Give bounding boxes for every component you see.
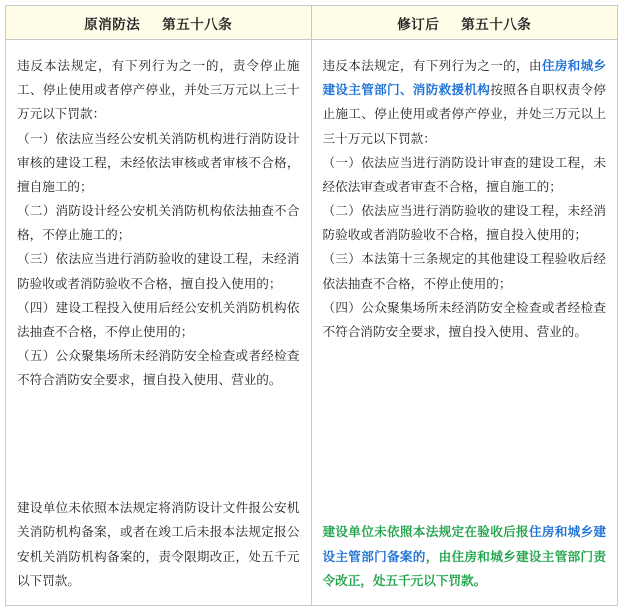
original-paragraphs: [17, 54, 300, 392]
header-revised-label: 修订后: [397, 16, 440, 32]
highlighted-text: 建设单位未依照本法规定在验收后报: [322, 525, 529, 540]
plain-text: （三）本法第十三条规定的其他建设工程验收后经依法抽查不合格，不停止使用的；: [322, 252, 606, 291]
highlighted-text: 住房和城乡建设主管部门、消防救援机构: [322, 59, 607, 98]
original-footer-paragraph: [17, 496, 300, 593]
highlighted-text: 住房和城乡建设主管部门备案的: [322, 525, 607, 564]
header-cell-original: [6, 6, 312, 40]
paragraph: （五）公众聚集场所未经消防安全检查或者经检查不符合消防安全要求，擅自投入使用、营业的。: [17, 349, 300, 388]
revised-paragraphs: [323, 54, 607, 344]
plain-text: 按照各自职权责令停止施工、停止使用或者停产停业，并处三万元以上三十万元以下罚款：: [322, 83, 607, 146]
plain-text: （四）公众聚集场所未经消防安全检查或者经检查不符合消防安全要求，擅自投入使用、营业的。: [322, 300, 606, 339]
paragraph: （四）建设工程投入使用后经公安机关消防机构依法抽查不合格，不停止使用的；: [17, 300, 300, 339]
paragraph: 违反本法规定，有下列行为之一的，责令停止施工、停止使用或者停产停业，并处三万元以上三十万元以下罚款：: [17, 59, 300, 122]
paragraph: [323, 296, 607, 344]
law-comparison-table: [5, 5, 618, 606]
header-original-label: 原消防法: [84, 16, 141, 32]
plain-text: 违反本法规定，有下列行为之一的，由: [322, 59, 542, 73]
body-cell-revised: [312, 40, 618, 605]
paragraph: （二）消防设计经公安机关消防机构依法抽查不合格，不停止施工的；: [17, 204, 300, 243]
body-cell-original: [6, 40, 312, 605]
paragraph: 建设单位未依照本法规定将消防设计文件报公安机关消防机构备案，或者在竣工后未报本法规定报公安机关消防机构备案的，责令限期改正，处五千元以下罚款。: [17, 501, 300, 588]
paragraph: [323, 247, 607, 295]
paragraph: （一）依法应当经公安机关消防机构进行消防设计审核的建设工程，未经依法审核或者审核不合格，擅自施工的；: [17, 131, 300, 194]
table-body-row: [6, 40, 617, 605]
header-original-article: 第五十八条: [162, 16, 233, 32]
header-cell-revised: [312, 6, 618, 40]
paragraph: [323, 151, 607, 199]
plain-text: （一）依法应当进行消防设计审查的建设工程，未经依法审查或者审查不合格，擅自施工的；: [322, 155, 606, 194]
header-revised-article: 第五十八条: [461, 16, 532, 32]
table-header-row: [6, 6, 617, 40]
revised-footer-paragraph: [323, 520, 607, 593]
paragraph: [323, 520, 607, 593]
highlighted-text: ，由住房和城乡建设主管部门责令改正，处五千元以下罚款。: [322, 549, 607, 588]
plain-text: （二）依法应当进行消防验收的建设工程，未经消防验收或者消防验收不合格，擅自投入使用的；: [322, 204, 606, 243]
paragraph: [323, 54, 607, 151]
paragraph: [323, 199, 607, 247]
paragraph: （三）依法应当进行消防验收的建设工程，未经消防验收或者消防验收不合格，擅自投入使用的；: [17, 252, 300, 291]
